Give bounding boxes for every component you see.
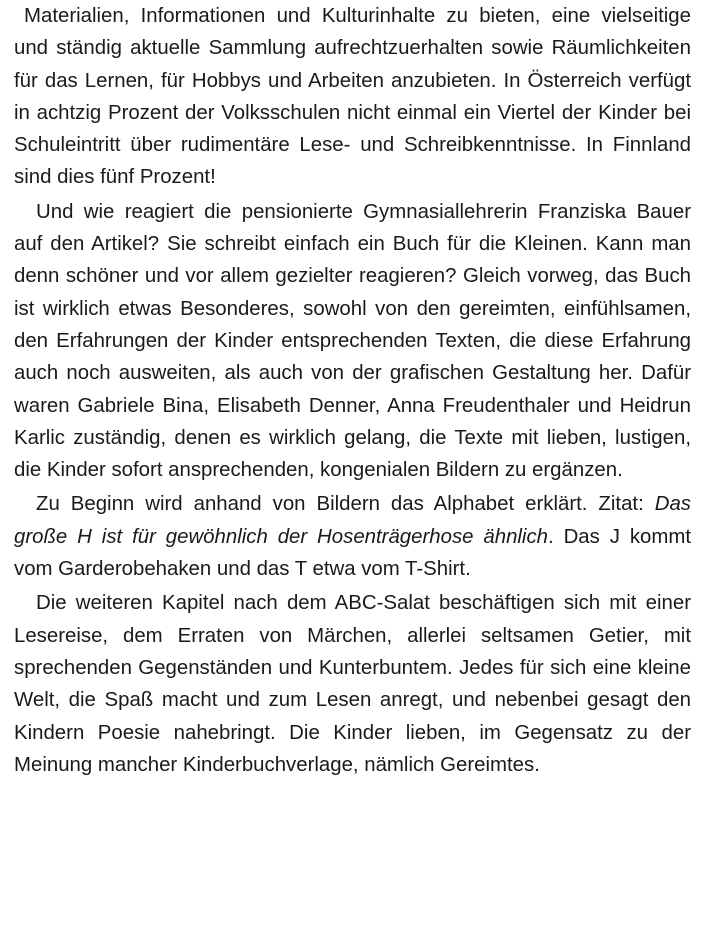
paragraph-chapters: Die weiteren Kapitel nach dem ABC-Salat beschäftigen sich mit einer Lesereise, dem Erraten von Märchen, allerlei seltsamen Getier, mit sprechenden Gegenständen und Kunterbuntem. Jedes für sich eine kleine Welt, die Spaß macht und zum Lesen anregt, und nebenbei gesagt den Kindern Poesie nahebringt. Die Kinder lieben, im Gegensatz zu der Meinung mancher Kinderbuchverlage, nämlich Gereimtes. (14, 592, 691, 776)
paragraph-library-statistics: Materialien, Informationen und Kulturinhalte zu bieten, eine vielseitige und ständig aktuelle Sammlung aufrechtzuerhalten sowie Räumlichkeiten für das Lernen, für Hobbys und Arbeiten anzubieten. In Österreich verfügt in achtzig Prozent der Volksschulen nicht einmal ein Viertel der Kinder bei Schuleintritt über rudimentäre Lese- und Schreibkenntnisse. In Finnland sind dies fünf Prozent! (14, 5, 691, 189)
paragraph-book-introduction: Und wie reagiert die pensionierte Gymnasiallehrerin Franziska Bauer auf den Artikel? Sie schreibt einfach ein Buch für die Kleinen. Kann man denn schöner und vor allem gezielter reagieren? Gleich vorweg, das Buch ist wirklich etwas Besonderes, sowohl von den gereimten, einfühlsamen, den Erfahrungen der Kinder entsprechenden Texten, die diese Erfahrung auch noch ausweiten, als auch von der grafischen Gestaltung her. Dafür waren Gabriele Bina, Elisabeth Denner, Anna Freudenthaler und Heidrun Karlic zuständig, denen es wirklich gelang, die Texte mit lieben, lustigen, die Kinder sofort ansprechenden, kongenialen Bildern zu ergänzen. (14, 200, 691, 482)
quote-italic: Das große H ist für gewöhnlich der Hosenträgerhose ähnlich (14, 493, 691, 548)
paragraph-alphabet-quote (14, 488, 691, 585)
paragraph-alphabet-lead: Zu Beginn wird anhand von Bildern das Alphabet erklärt. Zitat: (36, 493, 655, 516)
paragraph-alphabet-tail: . Das J kommt vom Garderobehaken und das T etwa vom T-Shirt. (14, 525, 691, 581)
